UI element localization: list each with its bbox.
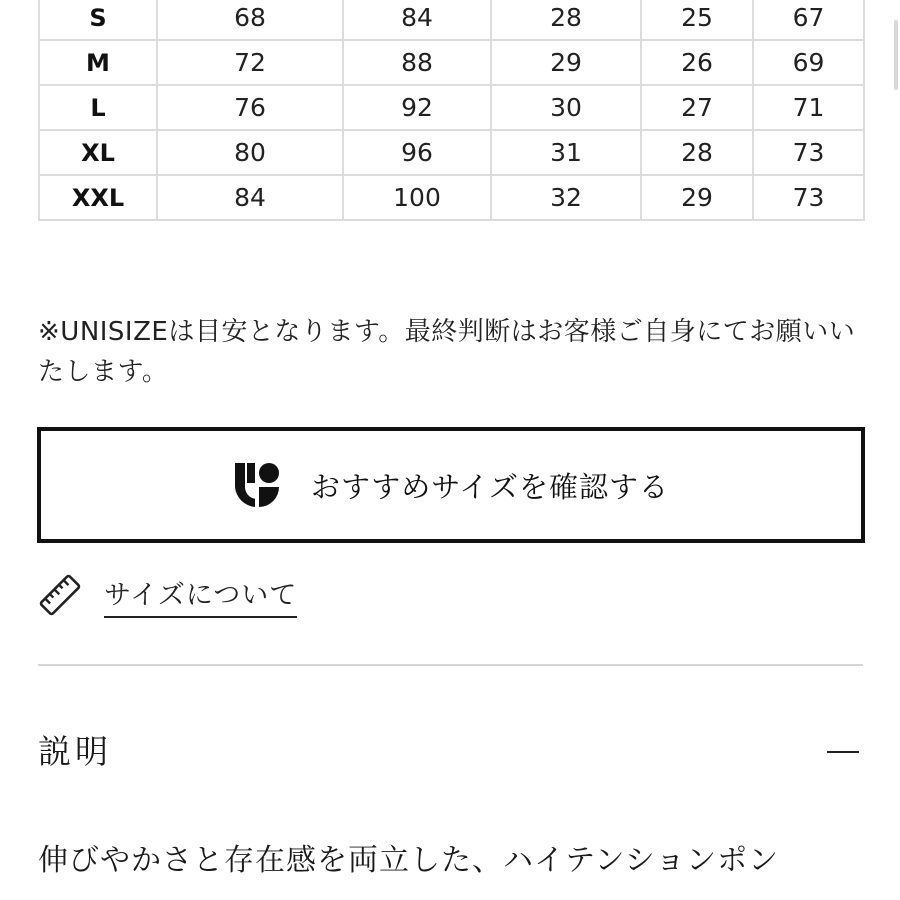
table-cell: 71 xyxy=(753,85,864,130)
size-label: M xyxy=(39,40,157,85)
table-cell: 29 xyxy=(491,40,641,85)
table-cell: 26 xyxy=(641,40,753,85)
table-cell: 69 xyxy=(753,40,864,85)
table-cell: 72 xyxy=(157,40,343,85)
table-cell: 96 xyxy=(343,130,491,175)
size-label: XL xyxy=(39,130,157,175)
table-row xyxy=(39,175,864,220)
table-cell: 73 xyxy=(753,175,864,220)
minus-icon[interactable] xyxy=(827,751,859,753)
table-cell: 28 xyxy=(491,0,641,40)
size-chart-table xyxy=(38,0,865,221)
description-text: 伸びやかさと存在感を両立した、ハイテンションポン xyxy=(38,843,780,878)
table-cell: 68 xyxy=(157,0,343,40)
size-disclaimer-note: ※UNISIZEは目安となります。最終判断はお客様ご自身にてお願いいたします。 xyxy=(38,317,856,387)
size-label: L xyxy=(39,85,157,130)
size-guide-link[interactable]: サイズについて xyxy=(104,573,297,618)
table-cell: 73 xyxy=(753,130,864,175)
table-cell: 30 xyxy=(491,85,641,130)
table-row xyxy=(39,40,864,85)
table-row xyxy=(39,85,864,130)
ruler-icon xyxy=(38,573,82,617)
section-divider xyxy=(38,664,863,666)
table-cell: 67 xyxy=(753,0,864,40)
recommend-size-button[interactable] xyxy=(37,427,865,543)
scrollbar[interactable] xyxy=(892,0,900,900)
table-cell: 84 xyxy=(157,175,343,220)
description-section-header[interactable] xyxy=(38,722,863,782)
table-row xyxy=(39,130,864,175)
table-cell: 80 xyxy=(157,130,343,175)
table-cell: 25 xyxy=(641,0,753,40)
table-cell: 29 xyxy=(641,175,753,220)
unisize-logo-icon xyxy=(233,461,281,509)
table-cell: 27 xyxy=(641,85,753,130)
table-cell: 76 xyxy=(157,85,343,130)
size-label: XXL xyxy=(39,175,157,220)
recommend-size-label: おすすめサイズを確認する xyxy=(311,469,669,504)
description-title: 説明 xyxy=(38,732,112,771)
table-row xyxy=(39,0,864,40)
table-cell: 92 xyxy=(343,85,491,130)
table-cell: 28 xyxy=(641,130,753,175)
table-cell: 32 xyxy=(491,175,641,220)
table-cell: 31 xyxy=(491,130,641,175)
table-cell: 84 xyxy=(343,0,491,40)
table-cell: 88 xyxy=(343,40,491,85)
size-guide-link-row xyxy=(38,570,297,620)
scrollbar-thumb[interactable] xyxy=(894,20,898,90)
table-cell: 100 xyxy=(343,175,491,220)
size-label: S xyxy=(39,0,157,40)
